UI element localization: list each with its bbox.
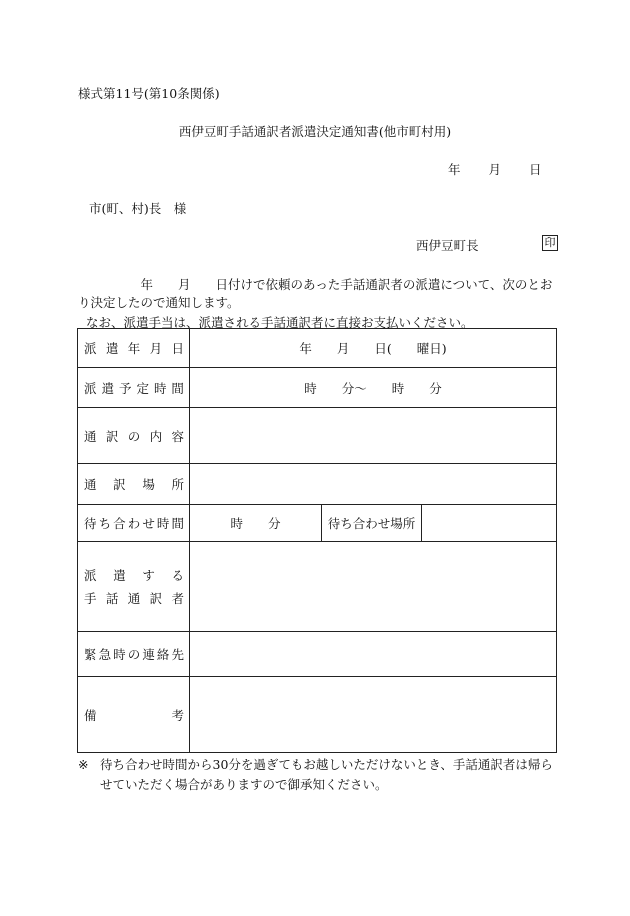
row-emergency-contact <box>78 632 557 677</box>
issue-date-line <box>448 160 542 178</box>
seal-mark: 印 <box>542 235 558 251</box>
footnote <box>78 755 558 795</box>
content-label-text: 通 訳 の 内 容 <box>84 428 184 444</box>
contact-field[interactable] <box>190 632 557 677</box>
footnote-mark: ※ <box>78 757 89 772</box>
interpreter-label <box>78 542 190 632</box>
meet-time-label <box>78 505 190 542</box>
dispatch-time-label-text: 派 遣 予 定 時 間 <box>84 380 184 396</box>
document-title: 西伊豆町手話通訳者派遣決定通知書(他市町村用) <box>178 124 452 139</box>
row-meeting <box>78 505 557 542</box>
row-interpretation-content <box>78 408 557 464</box>
date-day: 日 <box>529 162 542 177</box>
dispatch-time-label <box>78 368 190 408</box>
meet-place-label: 待ち合わせ場所 <box>322 505 422 542</box>
remarks-label-text: 備 考 <box>84 707 184 723</box>
body-paragraph-1: 年 月 日付けで依頼のあった手話通訳者の派遣について、次のとおり決定したので通知します。 <box>78 277 553 310</box>
row-dispatch-date <box>78 329 557 368</box>
place-label-text: 通 訳 場 所 <box>84 477 184 492</box>
row-interpreter <box>78 542 557 632</box>
row-dispatch-time <box>78 368 557 408</box>
meet-time-field[interactable]: 時 分 <box>190 505 322 542</box>
content-label <box>78 408 190 464</box>
date-month: 月 <box>488 162 502 177</box>
dispatch-date-label <box>78 329 190 368</box>
row-remarks <box>78 677 557 753</box>
date-year: 年 <box>448 162 461 177</box>
dispatch-date-field[interactable]: 年 月 日( 曜日) <box>190 329 557 368</box>
footnote-text: 待ち合わせ時間から30分を過ぎてもお越しいただけないとき、手話通訳者は帰らせていただく場合がありますので御承知ください。 <box>100 757 553 792</box>
dispatch-details-table <box>77 328 557 753</box>
place-field[interactable] <box>190 464 557 505</box>
form-number: 様式第11号(第10条関係) <box>78 86 220 101</box>
content-field[interactable] <box>190 408 557 464</box>
row-interpretation-place <box>78 464 557 505</box>
interpreter-label-line-2: 手 話 通 訳 者 <box>84 591 184 606</box>
meet-place-field[interactable] <box>422 505 557 542</box>
contact-label <box>78 632 190 677</box>
remarks-field[interactable] <box>190 677 557 753</box>
remarks-label <box>78 677 190 753</box>
addressee: 市(町、村)長 様 <box>89 201 187 216</box>
issuer-name: 西伊豆町長 <box>416 238 479 253</box>
interpreter-field[interactable] <box>190 542 557 632</box>
body-paragraph-2: なお、派遣手当は、派遣される手話通訳者に直接お支払いください。 <box>86 315 474 330</box>
dispatch-date-label-text: 派 遣 年 月 日 <box>84 341 184 356</box>
meet-time-label-text: 待 ち 合 わ せ 時 間 <box>84 516 184 531</box>
contact-label-text: 緊 急 時 の 連 絡 先 <box>84 647 184 662</box>
interpreter-label-line-1: 派 遣 す る <box>84 568 184 583</box>
place-label <box>78 464 190 505</box>
dispatch-time-field[interactable]: 時 分～ 時 分 <box>190 368 557 408</box>
